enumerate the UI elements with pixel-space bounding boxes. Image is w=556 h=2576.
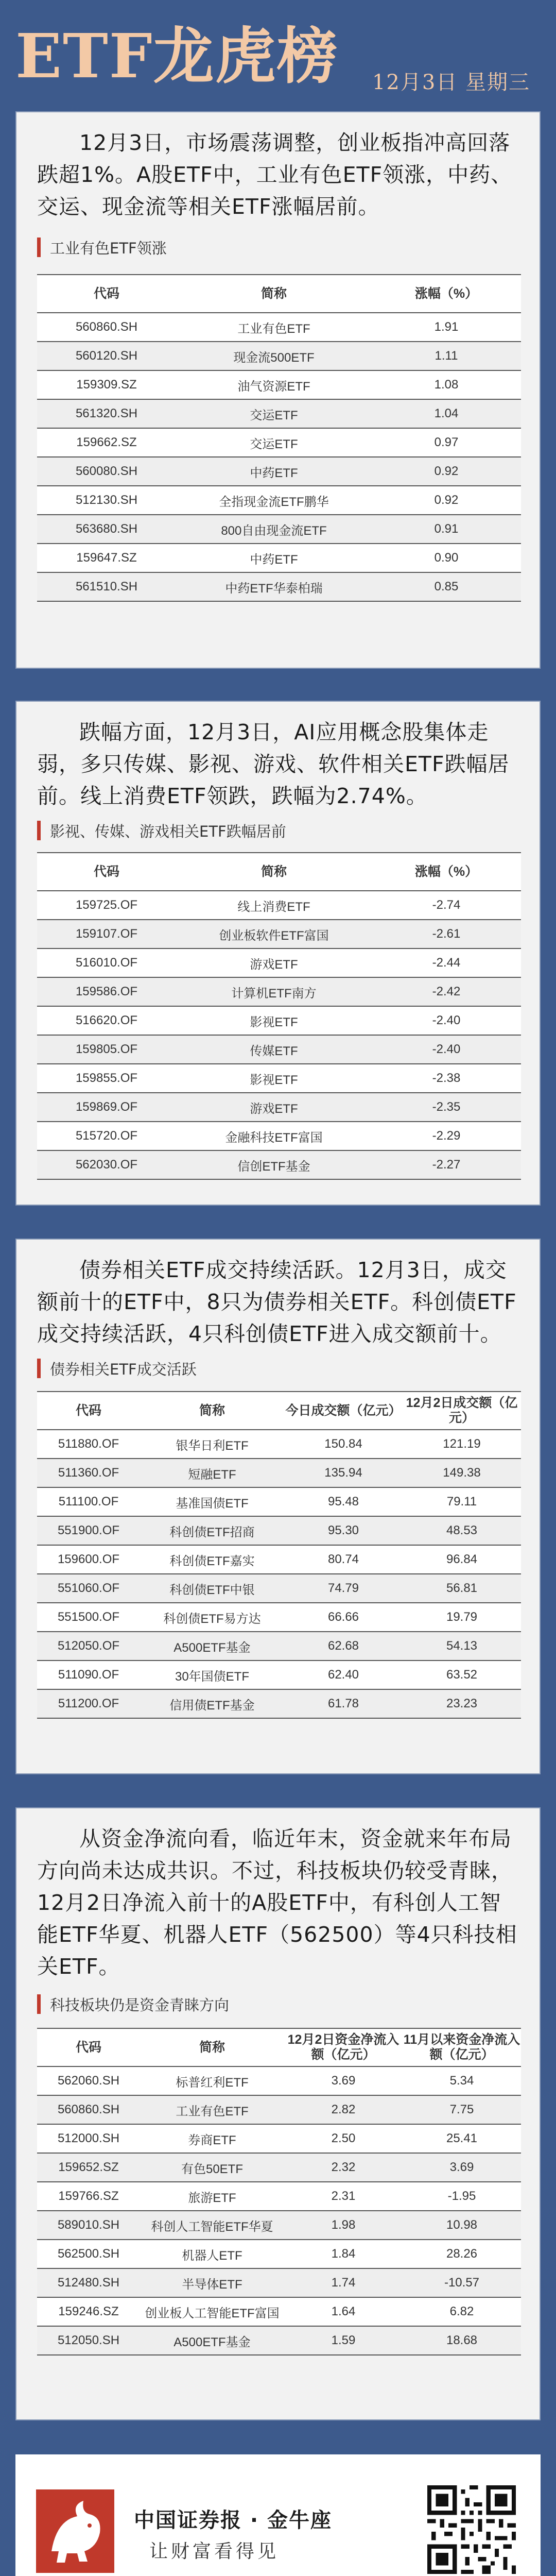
table-cell: 80.74 bbox=[284, 1545, 403, 1574]
table-cell: 560120.SH bbox=[37, 342, 176, 370]
data-table bbox=[37, 274, 521, 602]
table-cell: 48.53 bbox=[403, 1516, 521, 1545]
table-row bbox=[37, 1122, 521, 1150]
table-cell: 3.69 bbox=[403, 2153, 521, 2182]
table-cell: -2.27 bbox=[372, 1150, 521, 1179]
table-cell: -2.35 bbox=[372, 1093, 521, 1122]
table-cell: 影视ETF bbox=[176, 1064, 372, 1093]
table-cell: 560080.SH bbox=[37, 457, 176, 486]
table-cell: 159586.OF bbox=[37, 977, 176, 1006]
table-cell: 科创债ETF易方达 bbox=[140, 1603, 284, 1632]
table-row bbox=[37, 891, 521, 920]
table-cell: 信用债ETF基金 bbox=[140, 1689, 284, 1718]
table-cell: 中药ETF bbox=[176, 544, 372, 572]
table-cell: 0.97 bbox=[372, 428, 521, 457]
table-cell: 基准国债ETF bbox=[140, 1487, 284, 1516]
footer-slogan: 让财富看得见 bbox=[149, 2541, 280, 2562]
table-cell: 66.66 bbox=[284, 1603, 403, 1632]
table-row bbox=[37, 1545, 521, 1574]
table-cell: 516620.OF bbox=[37, 1006, 176, 1035]
table-cell: 511880.OF bbox=[37, 1430, 140, 1459]
table-cell: -10.57 bbox=[403, 2268, 521, 2297]
table-cell: 135.94 bbox=[284, 1459, 403, 1487]
table-cell: -2.42 bbox=[372, 977, 521, 1006]
table-cell: 3.69 bbox=[284, 2066, 403, 2095]
table-row bbox=[37, 2268, 521, 2297]
table-cell: 0.92 bbox=[372, 457, 521, 486]
accent-bar bbox=[37, 1359, 41, 1378]
table-cell: 562030.OF bbox=[37, 1150, 176, 1179]
table-cell: 95.48 bbox=[284, 1487, 403, 1516]
table-cell: 0.85 bbox=[372, 572, 521, 601]
table-row bbox=[37, 920, 521, 948]
table-header-row bbox=[37, 2028, 521, 2066]
table-cell: 创业板人工智能ETF富国 bbox=[140, 2297, 284, 2326]
table-cell: 62.68 bbox=[284, 1632, 403, 1660]
table-cell: 1.11 bbox=[372, 342, 521, 370]
section-losers bbox=[15, 701, 541, 1206]
table-header-cell: 12月2日资金净流入额（亿元） bbox=[284, 2028, 403, 2066]
table-cell: 0.90 bbox=[372, 544, 521, 572]
table-cell: 科创人工智能ETF华夏 bbox=[140, 2211, 284, 2240]
table-row bbox=[37, 1516, 521, 1545]
table-cell: 56.81 bbox=[403, 1574, 521, 1603]
data-table bbox=[37, 2028, 521, 2355]
table-cell: 现金流500ETF bbox=[176, 342, 372, 370]
table-cell: 25.41 bbox=[403, 2124, 521, 2153]
table-cell: 159725.OF bbox=[37, 891, 176, 920]
table-cell: 512050.OF bbox=[37, 1632, 140, 1660]
table-cell: 1.59 bbox=[284, 2326, 403, 2355]
table-cell: 游戏ETF bbox=[176, 1093, 372, 1122]
table-row bbox=[37, 1093, 521, 1122]
table-cell: 159652.SZ bbox=[37, 2153, 140, 2182]
table-cell: 1.98 bbox=[284, 2211, 403, 2240]
table-row bbox=[37, 2182, 521, 2211]
table-cell: 6.82 bbox=[403, 2297, 521, 2326]
table-cell: 511200.OF bbox=[37, 1689, 140, 1718]
table-cell: 半导体ETF bbox=[140, 2268, 284, 2297]
table-cell: 515720.OF bbox=[37, 1122, 176, 1150]
table-cell: 512480.SH bbox=[37, 2268, 140, 2297]
table-cell: 511100.OF bbox=[37, 1487, 140, 1516]
footer-brand: 中国证券报 · 金牛座 bbox=[134, 2509, 333, 2532]
table-row bbox=[37, 1064, 521, 1093]
table-cell: 511090.OF bbox=[37, 1660, 140, 1689]
table-row bbox=[37, 1006, 521, 1035]
table-cell: 旅游ETF bbox=[140, 2182, 284, 2211]
table-cell: 512050.SH bbox=[37, 2326, 140, 2355]
table-row bbox=[37, 1035, 521, 1064]
table-cell: 159766.SZ bbox=[37, 2182, 140, 2211]
qr-code-icon bbox=[427, 2485, 516, 2574]
table-cell: 油气资源ETF bbox=[176, 370, 372, 399]
table-cell: 0.91 bbox=[372, 515, 521, 544]
table-cell: 1.08 bbox=[372, 370, 521, 399]
table-row bbox=[37, 2095, 521, 2124]
table-row bbox=[37, 1632, 521, 1660]
table-cell: 149.38 bbox=[403, 1459, 521, 1487]
table-header-cell: 12月2日成交额（亿元） bbox=[403, 1392, 521, 1430]
table-header-cell: 今日成交额（亿元） bbox=[284, 1392, 403, 1430]
data-table bbox=[37, 1391, 521, 1719]
section-heading bbox=[37, 1993, 540, 2015]
table-cell: 159647.SZ bbox=[37, 544, 176, 572]
table-cell: 线上消费ETF bbox=[176, 891, 372, 920]
table-cell: 121.19 bbox=[403, 1430, 521, 1459]
table-cell: -2.44 bbox=[372, 948, 521, 977]
table-cell: 589010.SH bbox=[37, 2211, 140, 2240]
table-row bbox=[37, 1430, 521, 1459]
table-row bbox=[37, 1660, 521, 1689]
table-cell: 516010.OF bbox=[37, 948, 176, 977]
table-cell: 工业有色ETF bbox=[140, 2095, 284, 2124]
table-cell: -2.40 bbox=[372, 1006, 521, 1035]
table-cell: A500ETF基金 bbox=[140, 1632, 284, 1660]
table-cell: A500ETF基金 bbox=[140, 2326, 284, 2355]
table-header-cell: 11月以来资金净流入额（亿元） bbox=[403, 2028, 521, 2066]
table-row bbox=[37, 2153, 521, 2182]
table-row bbox=[37, 1574, 521, 1603]
table-cell: 562060.SH bbox=[37, 2066, 140, 2095]
table-cell: -1.95 bbox=[403, 2182, 521, 2211]
table-header-cell: 涨幅（%） bbox=[372, 275, 521, 313]
table-cell: -2.38 bbox=[372, 1064, 521, 1093]
table-header-cell: 涨幅（%） bbox=[372, 853, 521, 891]
table-cell: 159855.OF bbox=[37, 1064, 176, 1093]
table-cell: 30年国债ETF bbox=[140, 1660, 284, 1689]
section-heading bbox=[37, 1357, 540, 1380]
table-cell: 工业有色ETF bbox=[176, 313, 372, 342]
section-intro: 从资金净流向看，临近年末，资金就来年布局方向尚未达成共识。不过，科技板块仍较受青睐，12月2日净流入前十的A股ETF中，有科创人工智能ETF华夏、机器人ETF（562500）等4只科技相关ETF。 bbox=[37, 1826, 517, 1979]
table-cell: 2.50 bbox=[284, 2124, 403, 2153]
header bbox=[0, 0, 556, 124]
table-cell: 信创ETF基金 bbox=[176, 1150, 372, 1179]
table-cell: 中药ETF bbox=[176, 457, 372, 486]
table-cell: 561510.SH bbox=[37, 572, 176, 601]
table-cell: 61.78 bbox=[284, 1689, 403, 1718]
table-cell: 计算机ETF南方 bbox=[176, 977, 372, 1006]
bull-logo-icon bbox=[36, 2489, 114, 2573]
table-cell: 1.91 bbox=[372, 313, 521, 342]
table-row bbox=[37, 1487, 521, 1516]
table-header-cell: 简称 bbox=[176, 853, 372, 891]
section-heading-text: 工业有色ETF领涨 bbox=[50, 239, 167, 257]
table-cell: 551500.OF bbox=[37, 1603, 140, 1632]
table-cell: -2.40 bbox=[372, 1035, 521, 1064]
table-cell: 游戏ETF bbox=[176, 948, 372, 977]
table-cell: 科创债ETF招商 bbox=[140, 1516, 284, 1545]
table-cell: 1.74 bbox=[284, 2268, 403, 2297]
table-cell: 中药ETF华泰柏瑞 bbox=[176, 572, 372, 601]
table-cell: 95.30 bbox=[284, 1516, 403, 1545]
section-bond-turnover bbox=[15, 1239, 541, 1774]
table-row bbox=[37, 1459, 521, 1487]
table-cell: 511360.OF bbox=[37, 1459, 140, 1487]
table-row bbox=[37, 457, 521, 486]
table-cell: 交运ETF bbox=[176, 428, 372, 457]
table-cell: 10.98 bbox=[403, 2211, 521, 2240]
section-heading-text: 债券相关ETF成交活跃 bbox=[50, 1360, 197, 1378]
table-cell: 159662.SZ bbox=[37, 428, 176, 457]
table-cell: 科创债ETF中银 bbox=[140, 1574, 284, 1603]
table-cell: 563680.SH bbox=[37, 515, 176, 544]
table-cell: 科创债ETF嘉实 bbox=[140, 1545, 284, 1574]
table-cell: 传媒ETF bbox=[176, 1035, 372, 1064]
table-cell: 561320.SH bbox=[37, 399, 176, 428]
table-row bbox=[37, 977, 521, 1006]
table-cell: 800自由现金流ETF bbox=[176, 515, 372, 544]
table-cell: 1.84 bbox=[284, 2240, 403, 2268]
table-cell: 5.34 bbox=[403, 2066, 521, 2095]
table-header-cell: 代码 bbox=[37, 853, 176, 891]
table-row bbox=[37, 2124, 521, 2153]
table-cell: 551060.OF bbox=[37, 1574, 140, 1603]
table-cell: -2.29 bbox=[372, 1122, 521, 1150]
table-row bbox=[37, 342, 521, 370]
table-cell: 券商ETF bbox=[140, 2124, 284, 2153]
table-cell: 512130.SH bbox=[37, 486, 176, 515]
table-cell: 54.13 bbox=[403, 1632, 521, 1660]
table-cell: 159107.OF bbox=[37, 920, 176, 948]
table-row bbox=[37, 370, 521, 399]
table-row bbox=[37, 428, 521, 457]
table-cell: 96.84 bbox=[403, 1545, 521, 1574]
table-cell: 159246.SZ bbox=[37, 2297, 140, 2326]
table-cell: 机器人ETF bbox=[140, 2240, 284, 2268]
table-row bbox=[37, 486, 521, 515]
section-heading bbox=[37, 819, 540, 842]
section-heading-text: 影视、传媒、游戏相关ETF跌幅居前 bbox=[50, 822, 286, 840]
table-cell: 62.40 bbox=[284, 1660, 403, 1689]
table-row bbox=[37, 1150, 521, 1179]
table-row bbox=[37, 544, 521, 572]
table-cell: 交运ETF bbox=[176, 399, 372, 428]
table-cell: 1.64 bbox=[284, 2297, 403, 2326]
section-intro: 债券相关ETF成交持续活跃。12月3日，成交额前十的ETF中，8只为债券相关ETF。科创债ETF成交持续活跃，4只科创债ETF进入成交额前十。 bbox=[37, 1258, 517, 1346]
table-cell: 银华日利ETF bbox=[140, 1430, 284, 1459]
accent-bar bbox=[37, 238, 41, 257]
table-cell: 全指现金流ETF鹏华 bbox=[176, 486, 372, 515]
table-cell: 159805.OF bbox=[37, 1035, 176, 1064]
section-heading-text: 科技板块仍是资金青睐方向 bbox=[50, 1996, 230, 2014]
table-row bbox=[37, 1689, 521, 1718]
table-cell: 标普红利ETF bbox=[140, 2066, 284, 2095]
table-cell: 79.11 bbox=[403, 1487, 521, 1516]
table-cell: 560860.SH bbox=[37, 2095, 140, 2124]
table-cell: 金融科技ETF富国 bbox=[176, 1122, 372, 1150]
table-row bbox=[37, 572, 521, 601]
table-cell: 150.84 bbox=[284, 1430, 403, 1459]
table-cell: 560860.SH bbox=[37, 313, 176, 342]
table-cell: -2.61 bbox=[372, 920, 521, 948]
table-cell: 有色50ETF bbox=[140, 2153, 284, 2182]
accent-bar bbox=[37, 1994, 41, 2014]
table-row bbox=[37, 2240, 521, 2268]
table-row bbox=[37, 948, 521, 977]
table-cell: 23.23 bbox=[403, 1689, 521, 1718]
table-row bbox=[37, 2211, 521, 2240]
table-cell: 74.79 bbox=[284, 1574, 403, 1603]
table-cell: 159600.OF bbox=[37, 1545, 140, 1574]
data-table bbox=[37, 852, 521, 1180]
table-cell: 2.82 bbox=[284, 2095, 403, 2124]
table-cell: -2.74 bbox=[372, 891, 521, 920]
table-header-cell: 代码 bbox=[37, 2028, 140, 2066]
table-cell: 28.26 bbox=[403, 2240, 521, 2268]
footer bbox=[15, 2454, 541, 2576]
table-header-cell: 代码 bbox=[37, 1392, 140, 1430]
table-cell: 7.75 bbox=[403, 2095, 521, 2124]
table-cell: 2.31 bbox=[284, 2182, 403, 2211]
table-row bbox=[37, 515, 521, 544]
section-net-inflow bbox=[15, 1807, 541, 2420]
table-cell: 159309.SZ bbox=[37, 370, 176, 399]
table-header-cell: 代码 bbox=[37, 275, 176, 313]
table-header-row bbox=[37, 853, 521, 891]
table-row bbox=[37, 2066, 521, 2095]
table-header-cell: 简称 bbox=[140, 2028, 284, 2066]
table-row bbox=[37, 1603, 521, 1632]
table-cell: 0.92 bbox=[372, 486, 521, 515]
table-header-cell: 简称 bbox=[140, 1392, 284, 1430]
table-cell: 159869.OF bbox=[37, 1093, 176, 1122]
table-cell: 63.52 bbox=[403, 1660, 521, 1689]
table-cell: 512000.SH bbox=[37, 2124, 140, 2153]
table-cell: 短融ETF bbox=[140, 1459, 284, 1487]
table-row bbox=[37, 313, 521, 342]
table-row bbox=[37, 2326, 521, 2355]
table-row bbox=[37, 2297, 521, 2326]
page-title: ETF龙虎榜 bbox=[15, 20, 339, 92]
table-cell: 551900.OF bbox=[37, 1516, 140, 1545]
accent-bar bbox=[37, 821, 41, 840]
section-intro: 跌幅方面，12月3日，AI应用概念股集体走弱，多只传媒、影视、游戏、软件相关ETF跌幅居前。线上消费ETF领跌，跌幅为2.74%。 bbox=[37, 720, 510, 808]
table-cell: 影视ETF bbox=[176, 1006, 372, 1035]
table-header-row bbox=[37, 1392, 521, 1430]
section-gainers bbox=[15, 111, 541, 669]
table-header-row bbox=[37, 275, 521, 313]
table-cell: 18.68 bbox=[403, 2326, 521, 2355]
page-date: 12月3日 星期三 bbox=[372, 71, 530, 94]
table-cell: 562500.SH bbox=[37, 2240, 140, 2268]
section-heading bbox=[37, 236, 540, 259]
table-row bbox=[37, 399, 521, 428]
section-intro: 12月3日，市场震荡调整，创业板指冲高回落跌超1%。A股ETF中，工业有色ETF领涨，中药、交运、现金流等相关ETF涨幅居前。 bbox=[37, 130, 513, 219]
table-cell: 1.04 bbox=[372, 399, 521, 428]
table-cell: 创业板软件ETF富国 bbox=[176, 920, 372, 948]
table-cell: 19.79 bbox=[403, 1603, 521, 1632]
table-cell: 2.32 bbox=[284, 2153, 403, 2182]
table-header-cell: 简称 bbox=[176, 275, 372, 313]
